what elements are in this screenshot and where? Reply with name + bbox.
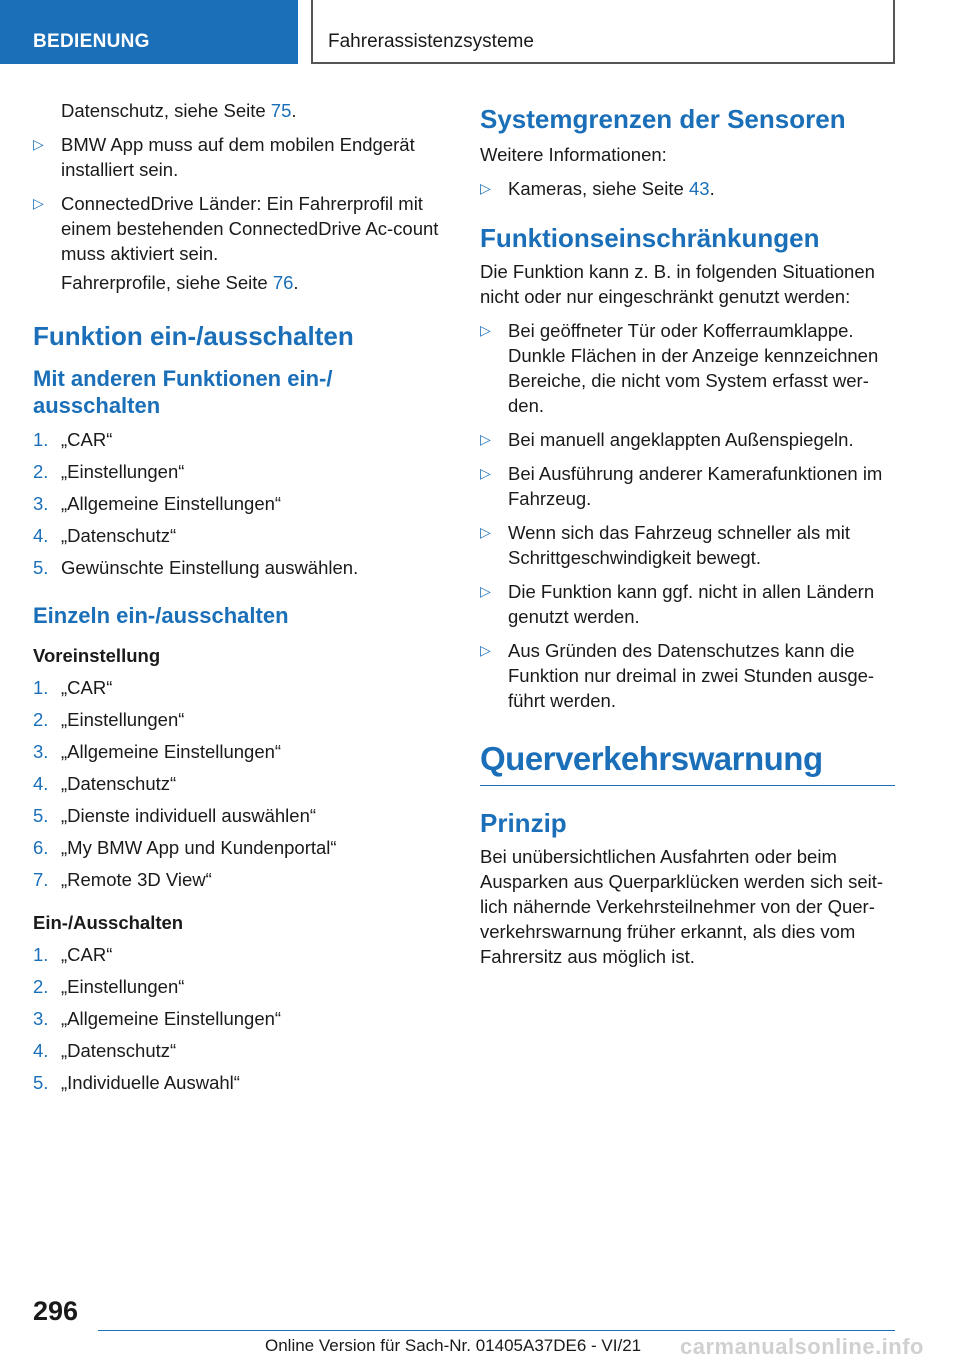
heading-function-restrictions: Funktionseinschränkungen bbox=[480, 223, 820, 253]
online-version-note: Online Version für Sach-Nr. 01405A37DE6 - VI/21 bbox=[265, 1336, 642, 1355]
list-item: 7. „Remote 3D View“ bbox=[33, 869, 212, 890]
list-item: ▷ Bei manuell angeklappten Außenspiegeln. bbox=[480, 429, 854, 450]
list-item: ▷ ConnectedDrive Länder: Ein Fahrerprofil mit einem bestehenden ConnectedDrive Ac-count muss aktiviert sein. bbox=[33, 193, 439, 264]
triangle-right-icon: ▷ bbox=[33, 136, 44, 152]
page-number: 296 bbox=[33, 1296, 79, 1326]
list-item: 4. „Datenschutz“ bbox=[33, 525, 177, 546]
profile-reference: Fahrerprofile, siehe Seite 76. bbox=[61, 272, 299, 293]
section-tab: BEDIENUNG bbox=[0, 0, 298, 64]
page-link-76[interactable]: 76 bbox=[272, 272, 294, 293]
triangle-right-icon: ▷ bbox=[480, 524, 491, 540]
restrictions-intro: Die Funktion kann z. B. in folgenden Situationen nicht oder nur eingeschränkt genutzt werden: bbox=[480, 261, 875, 307]
watermark: carmanualsonline.info bbox=[680, 1334, 924, 1359]
list-item: ▷ Wenn sich das Fahrzeug schneller als mit Schrittgeschwindigkeit bewegt. bbox=[480, 522, 851, 568]
list-item: 3. „Allgemeine Einstellungen“ bbox=[33, 493, 282, 514]
steps-list-b bbox=[33, 675, 443, 892]
list-item: 3. „Allgemeine Einstellungen“ bbox=[33, 741, 282, 762]
heading-with-other-functions: Mit anderen Funktionen ein-/ ausschalten bbox=[33, 366, 333, 418]
restrictions-list bbox=[480, 318, 895, 713]
heading-cross-traffic-warning: Querverkehrswarnung bbox=[480, 739, 895, 786]
list-item: 4. „Datenschutz“ bbox=[33, 1040, 177, 1061]
triangle-right-icon: ▷ bbox=[480, 180, 491, 196]
list-item: ▷ Aus Gründen des Datenschutzes kann die Funktion nur dreimal in zwei Stunden ausge-führt werden. bbox=[480, 640, 875, 711]
privacy-reference: Datenschutz, siehe Seite 75. bbox=[61, 100, 297, 121]
triangle-right-icon: ▷ bbox=[33, 195, 44, 211]
steps-list-c bbox=[33, 942, 443, 1095]
right-column bbox=[480, 104, 895, 969]
heading-preset: Voreinstellung bbox=[33, 645, 161, 666]
principle-text: Bei unübersichtlichen Ausfahrten oder beim Ausparken aus Querparklücken werden sich seit-lich nähernde Verkehrsteilnehmer von der Quer-verkehrswarnung früher erkannt, als dies vom Fahrersitz aus möglich ist. bbox=[480, 846, 884, 967]
list-item: 2. „Einstellungen“ bbox=[33, 709, 185, 730]
triangle-right-icon: ▷ bbox=[480, 642, 491, 658]
list-item: ▷ Bei Ausführung anderer Kamerafunktionen im Fahrzeug. bbox=[480, 463, 883, 509]
more-info-label: Weitere Informationen: bbox=[480, 144, 667, 165]
list-item: ▷ Bei geöffneter Tür oder Kofferraumklappe. Dunkle Flächen in der Anzeige kennzeichnen Bereiche, die nicht vom System erfasst wer-den. bbox=[480, 320, 879, 416]
list-item: 5. „Individuelle Auswahl“ bbox=[33, 1072, 240, 1093]
list-item: ▷ Die Funktion kann ggf. nicht in allen Ländern genutzt werden. bbox=[480, 581, 875, 627]
page-link-43[interactable]: 43 bbox=[688, 178, 710, 199]
list-item: 2. „Einstellungen“ bbox=[33, 461, 185, 482]
heading-principle: Prinzip bbox=[480, 808, 567, 838]
triangle-right-icon: ▷ bbox=[480, 583, 491, 599]
heading-sensor-limits: Systemgrenzen der Sensoren bbox=[480, 104, 846, 134]
heading-function-toggle: Funktion ein-/ausschalten bbox=[33, 321, 354, 351]
triangle-right-icon: ▷ bbox=[480, 431, 491, 447]
left-column bbox=[33, 98, 443, 1102]
list-item: ▷ BMW App muss auf dem mobilen Endgerät installiert sein. bbox=[33, 134, 415, 180]
list-item: 1. „CAR“ bbox=[33, 677, 113, 698]
steps-list-a bbox=[33, 427, 443, 580]
list-item: ▷ Kameras, siehe Seite 43. bbox=[480, 178, 715, 199]
heading-on-off: Ein-/Ausschalten bbox=[33, 912, 184, 933]
list-item: 5. „Dienste individuell auswählen“ bbox=[33, 805, 317, 826]
list-item: 5. Gewünschte Einstellung auswählen. bbox=[33, 557, 359, 578]
list-item: 4. „Datenschutz“ bbox=[33, 773, 177, 794]
page-link-75[interactable]: 75 bbox=[270, 100, 292, 121]
list-item: 6. „My BMW App und Kundenportal“ bbox=[33, 837, 337, 858]
list-item: 3. „Allgemeine Einstellungen“ bbox=[33, 1008, 282, 1029]
list-item: 1. „CAR“ bbox=[33, 429, 113, 450]
chapter-title: Fahrerassistenzsysteme bbox=[311, 0, 895, 64]
list-item: 1. „CAR“ bbox=[33, 944, 113, 965]
footer-divider bbox=[98, 1330, 895, 1331]
list-item: 2. „Einstellungen“ bbox=[33, 976, 185, 997]
triangle-right-icon: ▷ bbox=[480, 322, 491, 338]
heading-single-toggle: Einzeln ein-/ausschalten bbox=[33, 603, 289, 628]
triangle-right-icon: ▷ bbox=[480, 465, 491, 481]
